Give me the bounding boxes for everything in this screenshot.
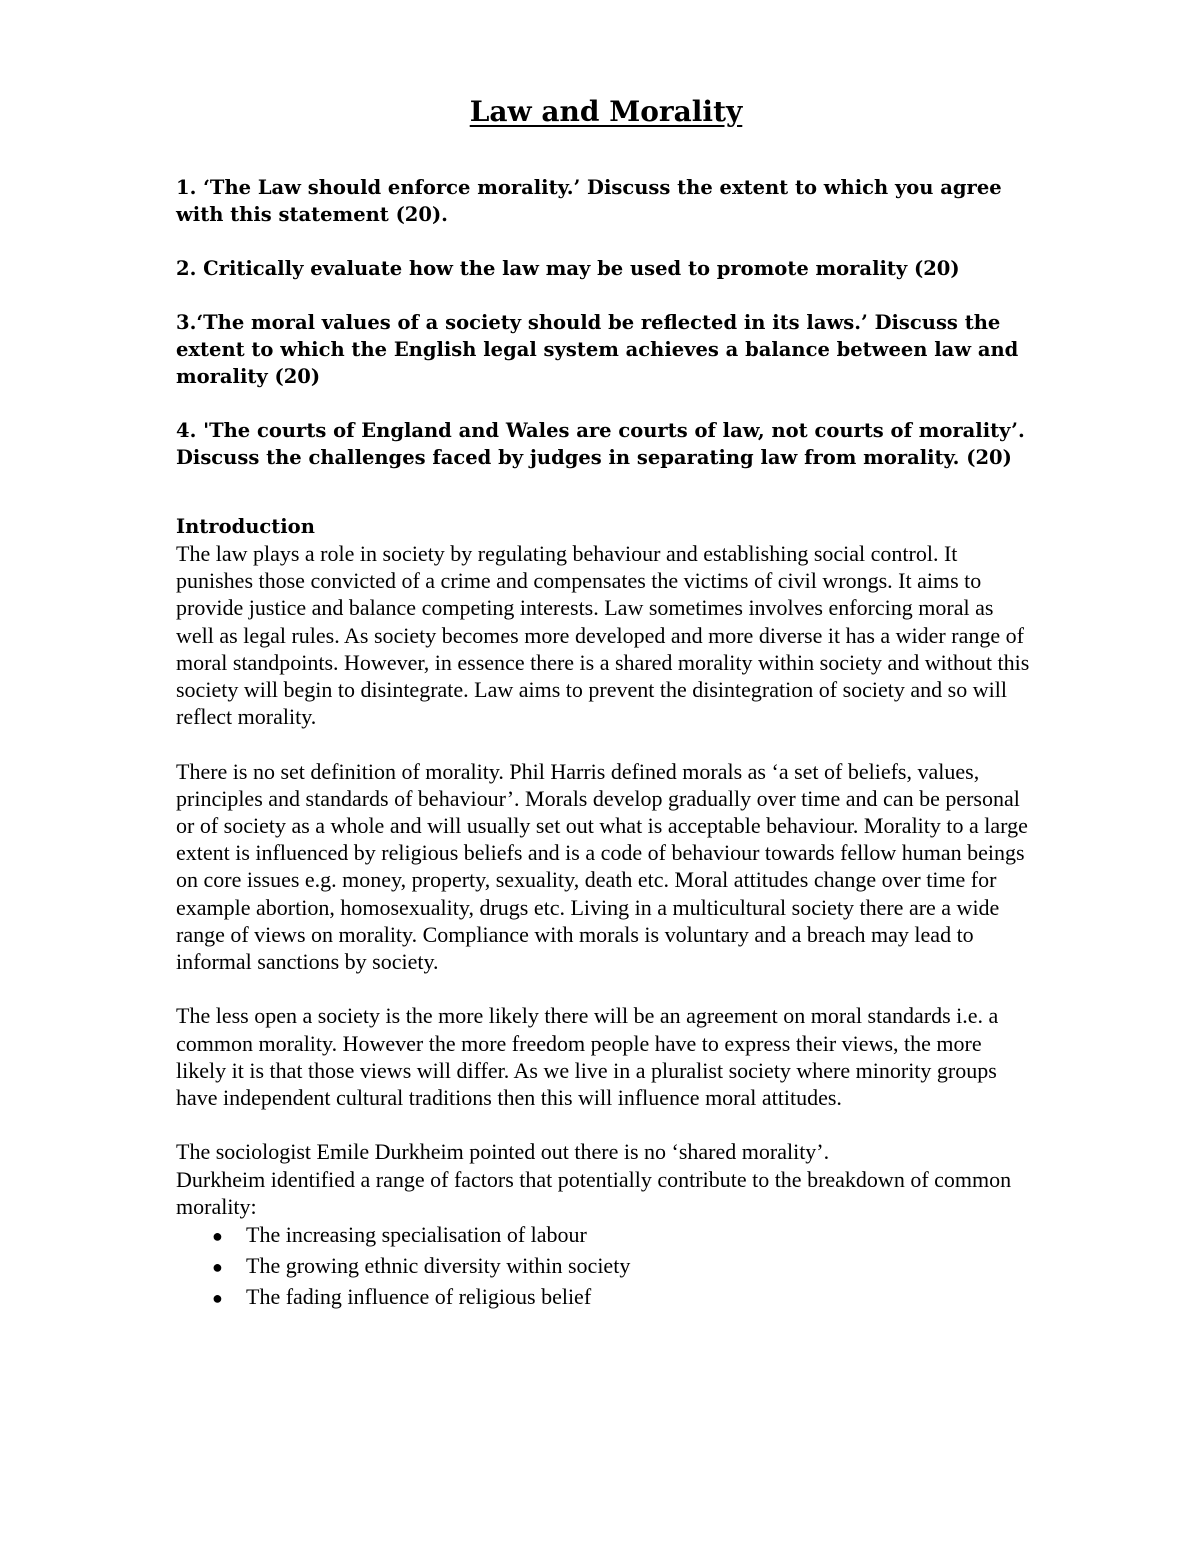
introduction-heading: Introduction — [176, 515, 315, 538]
bullet-icon: ● — [212, 1257, 223, 1278]
body-paragraph: The less open a society is the more likely there will be an agreement on moral standards i.e. a common morality. However the more freedom people have to express their views, the more likely it is that those views will differ. As we live in a pluralist society where minority groups have independent cultural traditions then this will influence moral attitudes. — [176, 1003, 999, 1111]
question-item: 1. ‘The Law should enforce morality.’ Discuss the extent to which you agree with this statement (20). — [176, 176, 1002, 226]
bullet-text: The fading influence of religious belief — [246, 1284, 592, 1310]
question-item: 3.‘The moral values of a society should be reflected in its laws.’ Discuss the extent to which the English legal system achieves a balance between law and morality (20) — [176, 311, 1019, 388]
bullet-icon: ● — [212, 1288, 223, 1309]
durkheim-line-1: The sociologist Emile Durkheim pointed out there is no ‘shared morality’. — [176, 1139, 830, 1165]
bullet-item — [176, 1220, 1036, 1251]
bullet-list — [176, 1220, 1036, 1313]
durkheim-paragraph — [176, 1138, 1036, 1220]
bullet-text: The increasing specialisation of labour — [246, 1222, 587, 1248]
bullet-text: The growing ethnic diversity within society — [246, 1253, 631, 1279]
document-title: Law and Morality — [469, 95, 743, 128]
bullet-item — [176, 1251, 1036, 1282]
document-page — [176, 90, 1036, 1313]
body-paragraph: The law plays a role in society by regulating behaviour and establishing social control. It punishes those convicted of a crime and compensates the victims of civil wrongs. It aims to provide justice and balance competing interests. Law sometimes involves enforcing moral as well as legal rules. As society becomes more developed and more diverse it has a wider range of moral standpoints. However, in essence there is a shared morality within society and without this society will begin to disintegrate. Law aims to prevent the disintegration of society and so will reflect morality. — [176, 541, 1030, 730]
bullet-icon: ● — [212, 1226, 223, 1247]
durkheim-line-2: Durkheim identified a range of factors that potentially contribute to the breakdown of common morality: — [176, 1166, 1012, 1219]
question-item: 2. Critically evaluate how the law may be used to promote morality (20) — [176, 257, 960, 280]
bullet-item — [176, 1282, 1036, 1313]
body-paragraph: There is no set definition of morality. Phil Harris defined morals as ‘a set of beliefs, values, principles and standards of behaviour’. Morals develop gradually over time and can be personal or of society as a whole and will usually set out what is acceptable behaviour. Morality to a large extent is influenced by religious beliefs and is a code of behaviour towards fellow human beings on core issues e.g. money, property, sexuality, death etc. Moral attitudes change over time for example abortion, homosexuality, drugs etc. Living in a multicultural society there are a wide range of views on morality. Compliance with morals is voluntary and a breach may lead to informal sanctions by society. — [176, 758, 1028, 975]
question-item: 4. 'The courts of England and Wales are courts of law, not courts of morality’. Discuss the challenges faced by judges in separating law from morality. (20) — [176, 419, 1025, 469]
question-list — [176, 174, 1036, 471]
